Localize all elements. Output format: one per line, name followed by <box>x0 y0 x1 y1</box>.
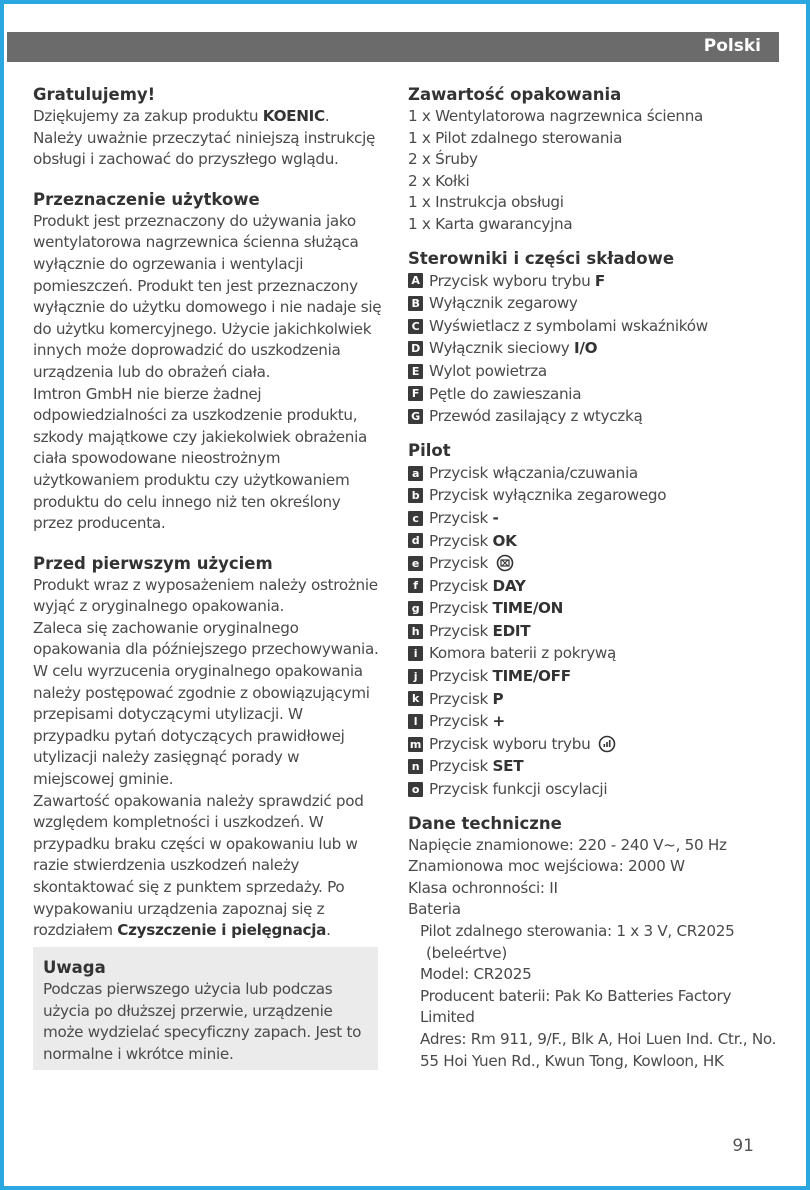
legend-item <box>408 462 788 485</box>
legend-item-text: Przycisk wyłącznika zegarowego <box>429 486 667 505</box>
package-item: 1 x Wentylatorowa nagrzewnica ścienna <box>408 107 704 125</box>
legend-key-badge: a <box>408 466 423 481</box>
first-use-paragraph-3: Zawartość opakowania należy sprawdzić pod względem kompletności i uszkodzeń. W przypadku braku części w opakowaniu lub w razie stwierdzenia uszkodzeń należy skontaktować się z punktem sprzedaży. Po wypakowaniu urządzenia zapoznaj się z rozdziałem Czyszczenie i pielęgnacja. <box>33 791 364 940</box>
package-item: 1 x Instrukcja obsługi <box>408 193 564 212</box>
legend-item-text: Wyłącznik zegarowy <box>429 294 578 313</box>
remote-list <box>408 462 788 801</box>
legend-item-text: Przycisk <box>429 554 493 573</box>
legend-key-badge: m <box>409 737 422 751</box>
legend-item-text: Komora baterii z pokrywą <box>429 644 617 663</box>
tech-remote-battery: Pilot zdalnego sterowania: 1 x 3 V, CR2025 <box>420 922 735 940</box>
package-item: 1 x Pilot zdalnego sterowania <box>408 128 623 147</box>
legend-item-bold: + <box>492 712 505 731</box>
first-use-paragraph-1: Produkt wraz z wyposażeniem należy ostrożnie wyjąć z oryginalnego opakowania. <box>33 575 378 616</box>
legend-item-text: Wyłącznik sieciowy <box>429 339 575 358</box>
tech-voltage: Napięcie znamionowe: 220 - 240 V~, 50 Hz <box>408 835 727 854</box>
legend-item-text: Przycisk <box>429 621 493 640</box>
note-title: Uwaga <box>43 958 106 977</box>
remote-title: Pilot <box>408 440 451 460</box>
page-number: 91 <box>732 1136 754 1156</box>
legend-key-badge: g <box>408 601 423 616</box>
legend-item-bold: OK <box>492 531 517 550</box>
tech-manufacturer: Producent baterii: Pak Ko Batteries Factory Limited <box>420 986 732 1027</box>
legend-key-badge: i <box>408 646 423 661</box>
legend-key-badge: d <box>408 533 423 548</box>
legend-item-text: Przycisk wyboru trybu <box>429 271 595 290</box>
legend-item-text: Przewód zasilający z wtyczką <box>429 407 643 426</box>
legend-key-badge: c <box>408 511 423 526</box>
package-item: 2 x Śruby <box>408 150 478 169</box>
legend-item-text: Wyświetlacz z symbolami wskaźników <box>429 316 708 335</box>
legend-item <box>408 597 788 620</box>
manual-page <box>4 4 806 1186</box>
tech-model: Model: CR2025 <box>420 965 532 984</box>
mode-icon <box>597 735 617 753</box>
legend-item-text: Przycisk <box>429 712 493 731</box>
legend-key-badge: b <box>408 488 423 503</box>
legend-key-badge: e <box>408 556 423 571</box>
legend-key-badge: C <box>408 319 423 334</box>
legend-item <box>408 733 788 756</box>
usage-title: Przeznaczenie użytkowe <box>33 189 260 209</box>
legend-item-bold: TIME/ON <box>492 599 564 618</box>
legend-item <box>408 665 788 688</box>
legend-key-badge: j <box>408 669 423 684</box>
legend-key-badge: F <box>408 386 423 401</box>
tech-battery-label: Bateria <box>408 900 461 919</box>
legend-item <box>408 405 788 428</box>
legend-item <box>408 710 788 733</box>
usage-paragraph-2: Imtron GmbH nie bierze żadnej odpowiedzialności za uszkodzenie produktu, szkody majątkowe czy jakiekolwiek obrażenia ciała spowodowane nieostrożnym użytkowaniem produktu czy użytkowaniem produktu do celu innego niż ten określony przez producenta. <box>33 384 368 533</box>
legend-item-text: Przycisk włączania/czuwania <box>429 463 638 482</box>
legend-key-badge: l <box>408 714 423 729</box>
legend-item-text: Przycisk <box>429 667 493 686</box>
legend-item-bold: SET <box>492 757 524 776</box>
legend-item <box>408 642 788 665</box>
legend-key-badge: E <box>408 364 423 379</box>
left-column <box>33 84 383 942</box>
legend-item <box>408 360 788 383</box>
first-use-paragraph-2: Zaleca się zachowanie oryginalnego opakowania dla późniejszego przechowywania. W celu wyrzucenia oryginalnego opakowania należy postępować zgodnie z obowiązującymi przepisami dotyczącymi utylizacji. W przypadku pytań dotyczących prawidłowej utylizacji należy zasięgnąć porady w miejscowej gminie. <box>33 618 379 789</box>
legend-item <box>408 484 788 507</box>
legend-item-bold: TIME/OFF <box>492 667 571 686</box>
legend-item-text: Przycisk funkcji oscylacji <box>429 780 608 799</box>
legend-item <box>408 620 788 643</box>
tech-title: Dane techniczne <box>408 813 562 833</box>
legend-item-bold: - <box>492 508 499 527</box>
legend-item-text: Przycisk <box>429 689 493 708</box>
intro-title: Gratulujemy! <box>33 85 156 104</box>
cleaning-chapter-ref: Czyszczenie i pielęgnacja <box>117 921 327 940</box>
package-item: 1 x Karta gwarancyjna <box>408 214 573 233</box>
brand-name: KOENIC <box>262 107 325 125</box>
legend-item <box>408 507 788 530</box>
package-item: 2 x Kołki <box>408 171 470 190</box>
legend-item <box>408 337 788 360</box>
legend-item <box>408 552 788 575</box>
legend-item-bold: F <box>594 271 605 290</box>
legend-item-text: Wylot powietrza <box>429 361 547 380</box>
legend-key-badge: h <box>408 624 423 639</box>
intro-text: Dziękujemy za zakup produktu KOENIC. Należy uważnie przeczytać niniejszą instrukcję obsługi i zachować do przyszłego wglądu. <box>33 107 376 169</box>
right-column <box>408 84 788 1072</box>
legend-key-badge: f <box>408 578 423 593</box>
legend-item <box>408 688 788 711</box>
legend-item <box>408 530 788 553</box>
legend-item <box>408 315 788 338</box>
language-label: Polski <box>703 36 761 56</box>
package-title: Zawartość opakowania <box>408 85 622 104</box>
tech-address: Adres: Rm 911, 9/F., Blk A, Hoi Luen Ind. Ctr., No. 55 Hoi Yuen Rd., Kwun Tong, Kowloon, HK <box>420 1029 777 1070</box>
controls-title: Sterowniki i części składowe <box>408 248 675 268</box>
legend-item <box>408 778 788 801</box>
legend-key-badge: D <box>408 341 423 356</box>
legend-item-text: Przycisk <box>429 599 493 618</box>
legend-item-text: Przycisk wyboru trybu <box>429 734 595 753</box>
first-use-title: Przed pierwszym użyciem <box>33 553 273 573</box>
legend-key-badge: o <box>408 782 423 797</box>
legend-item <box>408 270 788 293</box>
note-text: Podczas pierwszego użycia lub podczas użycia po dłuższej przerwie, urządzenie może wydzielać specyficzny zapach. Jest to normalne i wkrótce minie. <box>43 980 362 1063</box>
legend-item-bold: EDIT <box>492 621 531 640</box>
legend-item <box>408 383 788 406</box>
legend-item <box>408 755 788 778</box>
legend-key-badge: G <box>408 409 423 424</box>
legend-item-text: Przycisk <box>429 508 493 527</box>
legend-item-text: Pętle do zawieszania <box>429 384 582 403</box>
usage-paragraph-1: Produkt jest przeznaczony do używania jako wentylatorowa nagrzewnica ścienna służąca wyłącznie do ogrzewania i wentylacji pomieszczeń. Produkt ten jest przeznaczony wyłącznie do użytku domowego i nie nadaje się do użytku komercyjnego. Użycie jakichkolwiek innych może doprowadzić do uszkodzenia urządzenia lub do obrażeń ciała. <box>33 211 382 381</box>
tech-remote-battery-cont: (beleértve) <box>426 943 507 962</box>
legend-key-badge: B <box>408 296 423 311</box>
tech-power: Znamionowa moc wejściowa: 2000 W <box>408 857 685 876</box>
legend-item <box>408 575 788 598</box>
legend-item-text: Przycisk <box>429 576 493 595</box>
legend-item-bold: P <box>492 689 504 708</box>
legend-item-bold: DAY <box>492 576 526 595</box>
controls-list <box>408 270 788 428</box>
note-box <box>33 947 378 1070</box>
tech-protection: Klasa ochronności: II <box>408 878 558 897</box>
legend-key-badge: A <box>408 273 423 288</box>
legend-item-text: Przycisk <box>429 531 493 550</box>
legend-item <box>408 292 788 315</box>
legend-key-badge: k <box>408 691 423 706</box>
header-bar <box>7 32 779 62</box>
legend-item-text: Przycisk <box>429 757 493 776</box>
legend-key-badge: n <box>408 759 423 774</box>
package-list <box>408 106 788 236</box>
legend-item-bold: I/O <box>574 339 598 358</box>
eco-icon <box>495 554 515 572</box>
